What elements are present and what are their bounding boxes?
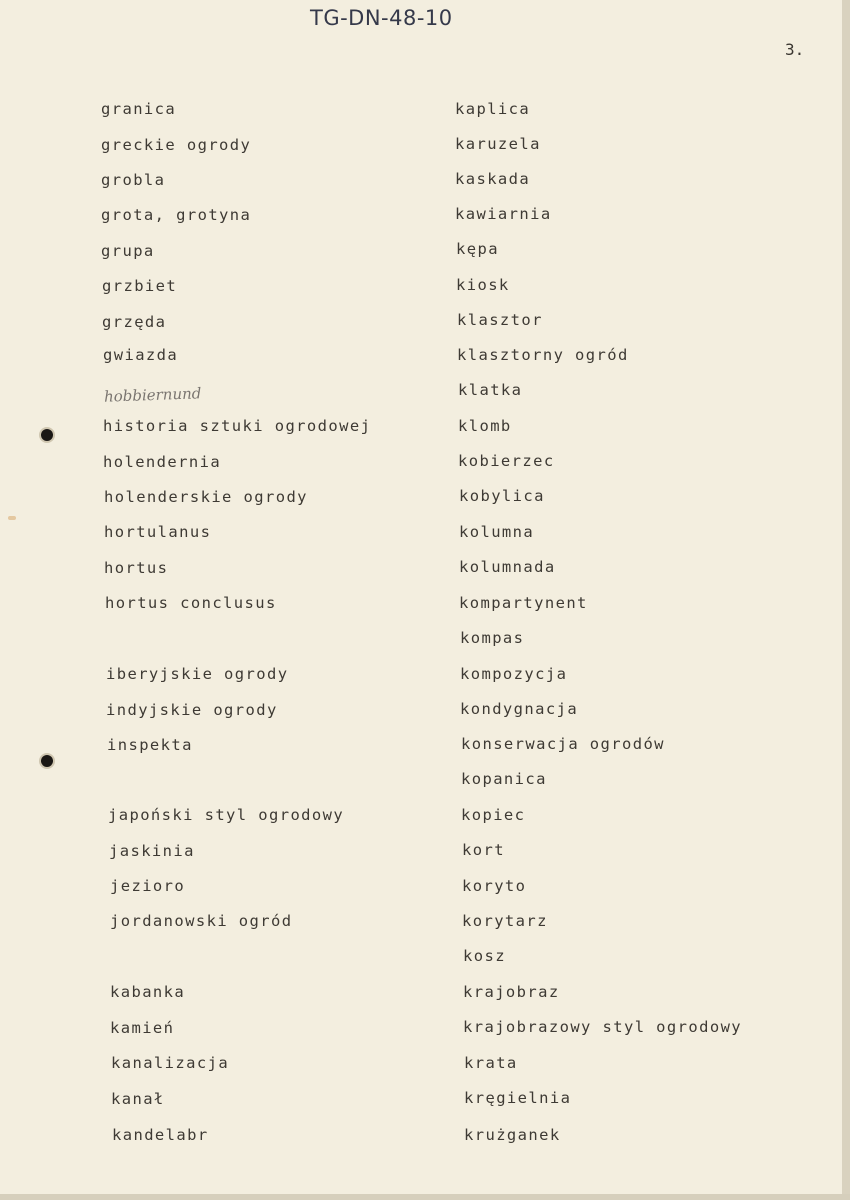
list-item: greckie ogrody xyxy=(101,136,252,154)
list-item: jezioro xyxy=(110,877,186,895)
list-item: kopiec xyxy=(461,806,526,824)
list-item: kręgielnia xyxy=(464,1089,572,1107)
list-item: hortus conclusus xyxy=(105,594,277,612)
list-item: klasztor xyxy=(457,311,543,329)
document-code: TG-DN-48-10 xyxy=(310,6,453,30)
list-item: kawiarnia xyxy=(455,205,552,223)
list-item: kaskada xyxy=(455,170,531,188)
paper-stain xyxy=(8,516,16,520)
punch-hole-lower xyxy=(41,755,53,767)
list-item: kobylica xyxy=(459,487,545,505)
list-item: kabanka xyxy=(110,983,186,1001)
list-item: kolumnada xyxy=(459,558,556,576)
list-item: holendernia xyxy=(103,453,222,471)
list-item: krata xyxy=(464,1054,518,1072)
list-item: jaskinia xyxy=(109,842,195,860)
list-item: kaplica xyxy=(455,100,531,118)
list-item: grota, grotyna xyxy=(101,206,252,224)
handwritten-note: hobbiernund xyxy=(103,384,202,406)
list-item: koryto xyxy=(462,877,527,895)
list-item: japoński styl ogrodowy xyxy=(108,806,345,824)
list-item: granica xyxy=(101,100,177,118)
list-item: kanał xyxy=(111,1090,165,1108)
list-item: krajobrazowy styl ogrodowy xyxy=(463,1018,743,1036)
list-item: kopanica xyxy=(461,770,547,788)
list-item: grobla xyxy=(101,171,166,189)
list-item: iberyjskie ogrody xyxy=(106,665,289,683)
list-item: kompozycja xyxy=(460,665,568,683)
list-item: kort xyxy=(462,841,505,859)
list-item: jordanowski ogród xyxy=(110,912,293,930)
list-item: kiosk xyxy=(456,276,510,294)
list-item: gwiazda xyxy=(103,346,179,364)
page-edge-right xyxy=(842,0,850,1200)
list-item: grupa xyxy=(101,242,155,260)
list-item: holenderskie ogrody xyxy=(104,488,308,506)
list-item: kolumna xyxy=(459,523,535,541)
list-item: grzęda xyxy=(102,313,167,331)
list-item: historia sztuki ogrodowej xyxy=(103,417,372,435)
list-item: kompas xyxy=(460,629,525,647)
page-number: 3. xyxy=(785,40,805,59)
list-item: kondygnacja xyxy=(460,700,579,718)
list-item: konserwacja ogrodów xyxy=(461,735,665,753)
list-item: klatka xyxy=(458,381,523,399)
list-item: grzbiet xyxy=(102,277,178,295)
list-item: inspekta xyxy=(107,736,193,754)
list-item: krużganek xyxy=(464,1126,561,1144)
list-item: kompartynent xyxy=(459,594,588,612)
list-item: hortus xyxy=(104,559,169,577)
list-item: korytarz xyxy=(462,912,548,930)
list-item: krajobraz xyxy=(463,983,560,1001)
list-item: klomb xyxy=(458,417,512,435)
list-item: karuzela xyxy=(455,135,541,153)
list-item: kandelabr xyxy=(112,1126,209,1144)
punch-hole-upper xyxy=(41,429,53,441)
list-item: kobierzec xyxy=(458,452,555,470)
list-item: kanalizacja xyxy=(111,1054,230,1072)
page-edge-bottom xyxy=(0,1194,850,1200)
list-item: indyjskie ogrody xyxy=(106,701,278,719)
list-item: kamień xyxy=(110,1019,175,1037)
list-item: klasztorny ogród xyxy=(457,346,629,364)
list-item: hortulanus xyxy=(104,523,212,541)
list-item: kosz xyxy=(463,947,506,965)
list-item: kępa xyxy=(456,240,499,258)
